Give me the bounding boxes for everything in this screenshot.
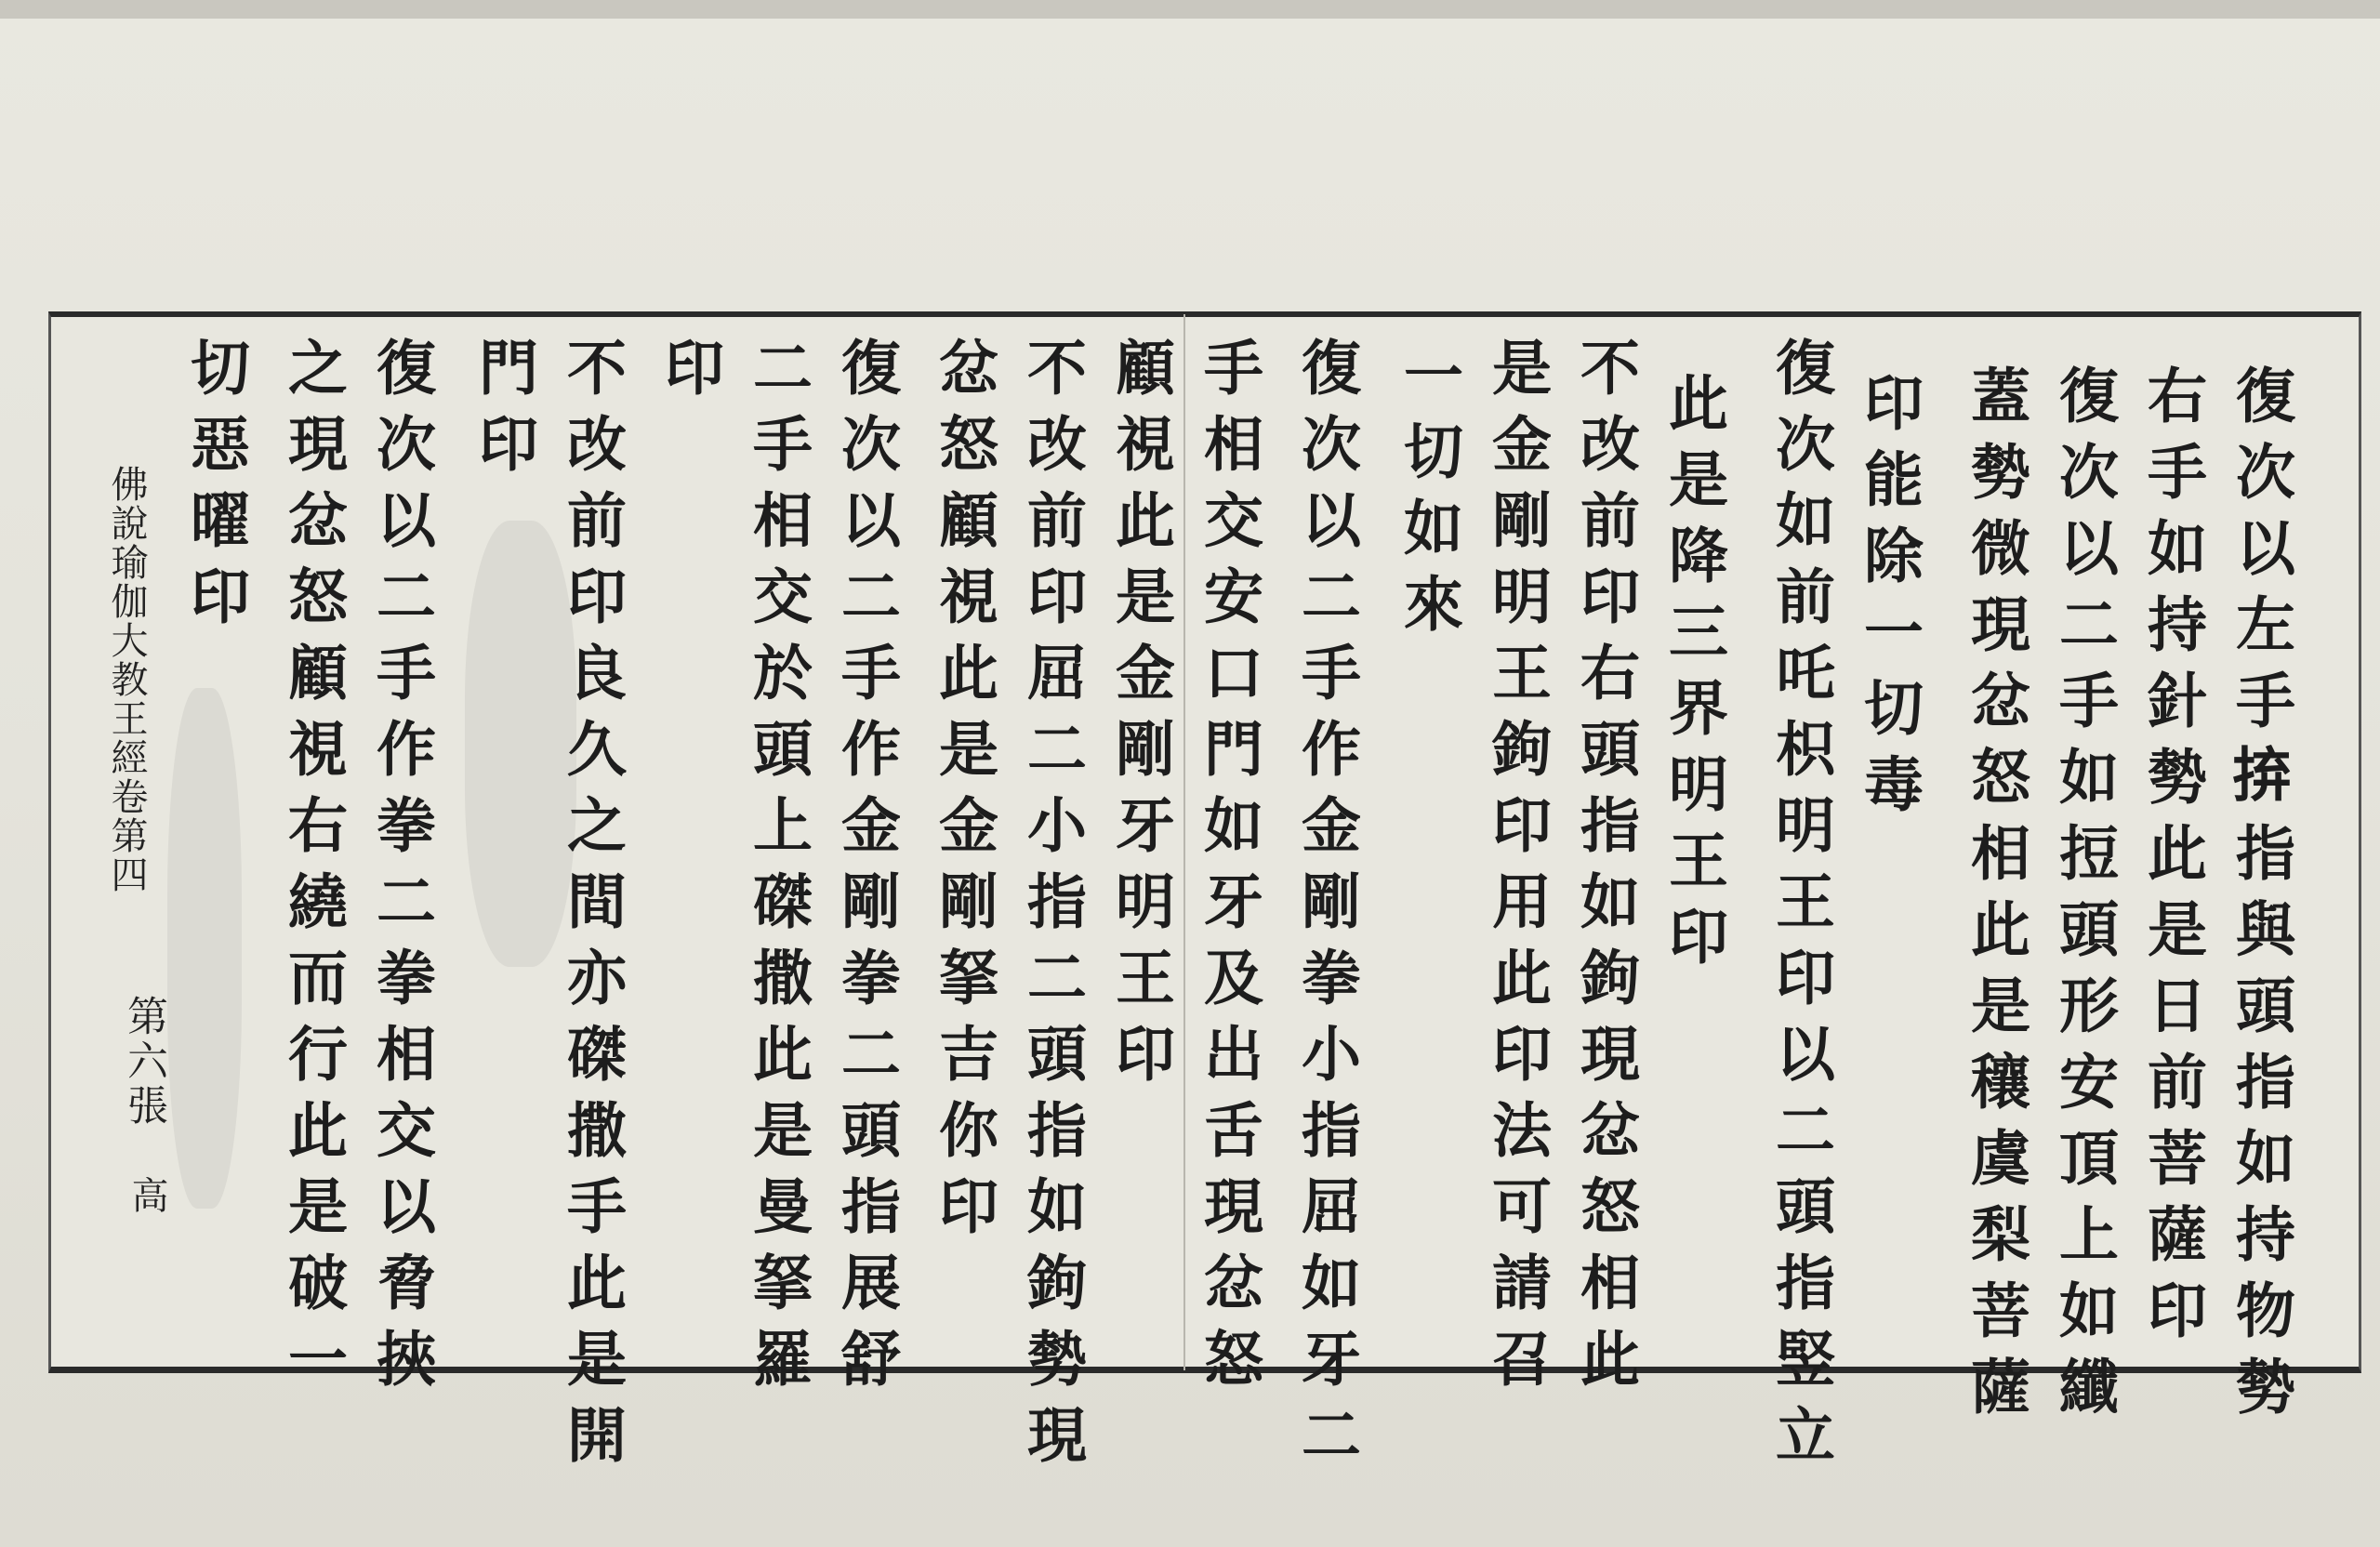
text-column: 復次以二手如𢭃頭形安頂上如纖 (2049, 364, 2119, 1432)
text-column: 之現忿怒顧視右繞而行此是破一 (278, 337, 348, 1404)
text-column: 顧視此是金剛牙明王印 (1105, 337, 1175, 1099)
text-column: 復次以二手作金剛拳小指屈如牙二 (1291, 337, 1361, 1480)
text-column: 切惡曜印 (180, 337, 250, 641)
ink-smudge (167, 688, 242, 1209)
text-column: 復次以左手𢬵指與頭指如持物勢 (2226, 364, 2295, 1432)
page-number: 第六張 (120, 995, 167, 1129)
text-column: 印 (654, 337, 724, 413)
text-column: 此是降三界明王印 (1659, 372, 1728, 982)
top-edge (0, 0, 2380, 19)
text-column: 右手如持針勢此是日前菩薩印 (2137, 364, 2207, 1355)
text-column: 是金剛明王鉤印用此印法可請召 (1482, 337, 1552, 1404)
text-column: 蓋勢微現忿怒相此是穰虞梨菩薩 (1961, 364, 2030, 1432)
carver-name: 高 (126, 1176, 168, 1213)
text-column: 不改前印良久之間亦磔撒手此是開 (557, 337, 627, 1480)
text-column: 門印 (469, 337, 538, 489)
text-column: 不改前印屈二小指二頭指如鉤勢現 (1017, 337, 1087, 1480)
text-column: 復次如前吒枳明王印以二頭指竪立 (1765, 337, 1835, 1480)
fold-line (1183, 314, 1185, 1370)
text-column: 復次以二手作拳二拳相交以脅挾 (366, 337, 436, 1404)
text-column: 一切如來 (1394, 344, 1463, 649)
text-column: 不改前印右頭指如鉤現忿怒相此 (1570, 337, 1640, 1404)
text-column: 忿怒顧視此是金剛拏吉你印 (929, 337, 998, 1251)
text-column: 手相交安口門如牙及出舌現忿怒 (1194, 337, 1263, 1404)
text-column: 復次以二手作金剛拳二頭指展舒 (831, 337, 901, 1404)
text-column: 二手相交於頭上磔撒此是曼拏羅 (743, 337, 813, 1404)
sutra-title: 佛說瑜伽大教王經卷第四 (105, 465, 148, 894)
text-column: 印能除一切毒 (1854, 372, 1924, 829)
